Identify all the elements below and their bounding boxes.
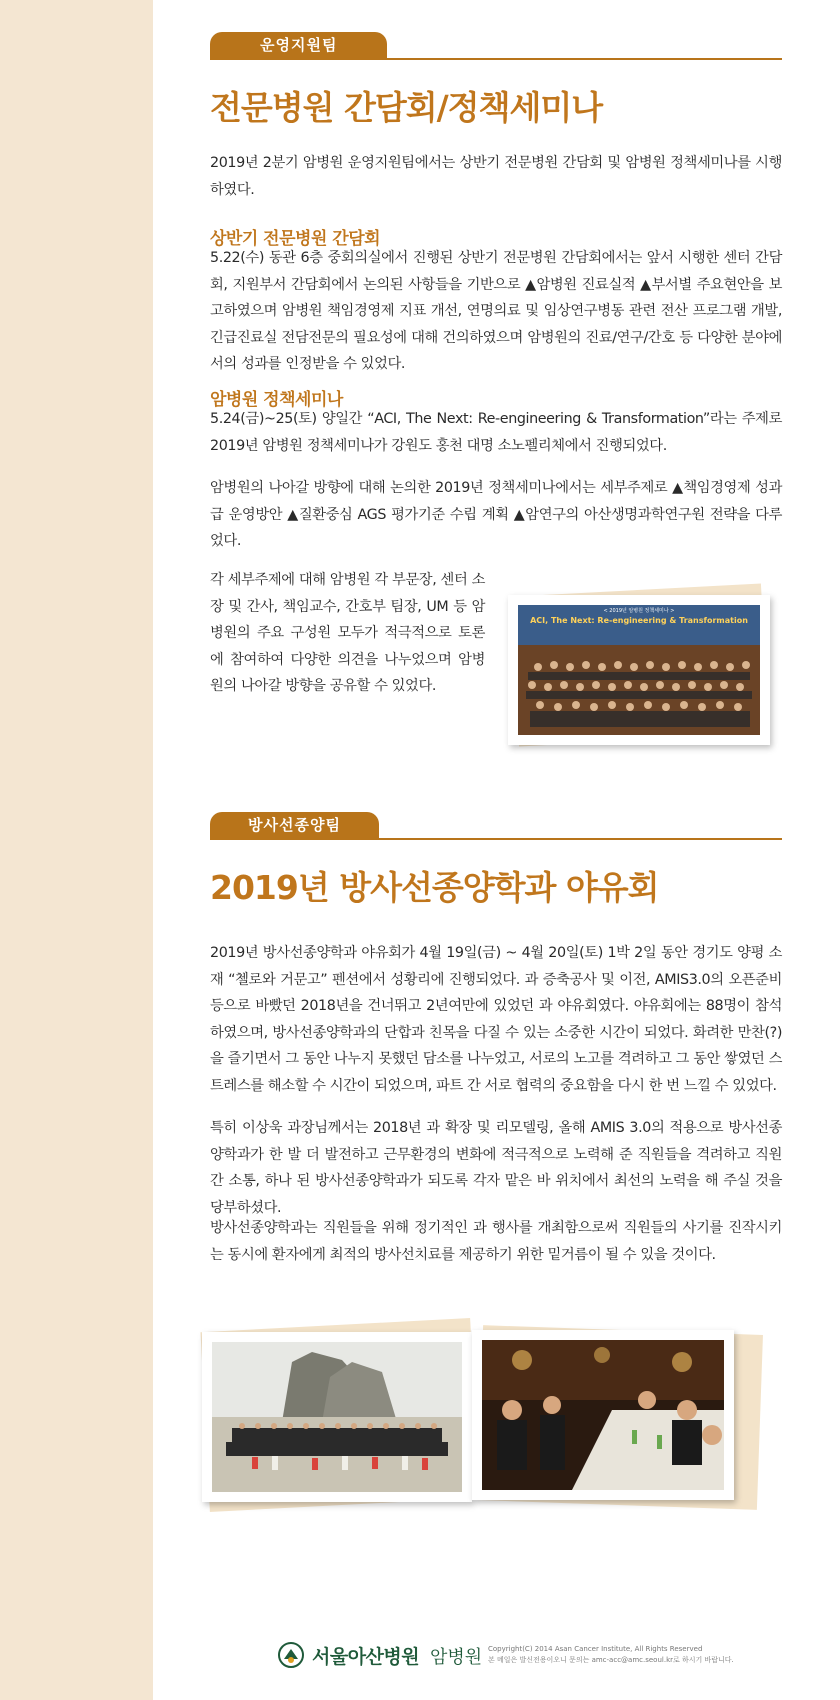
footer — [278, 1640, 758, 1670]
contact-line: 본 메일은 발신전용이오니 문의는 amc-acc@amc.seoul.kr로 하시기 바랍니다. — [488, 1656, 734, 1664]
picnic-group-image — [212, 1342, 462, 1492]
paragraph-picnic-summary: 2019년 방사선종양학과 야유회가 4월 19일(금) ~ 4월 20일(토) 1박 2일 동안 경기도 양평 소재 “첼로와 거문고” 펜션에서 성황리에 진행되었다. 과 증축공사 및 이전, AMIS3.0의 오픈준비 등으로 바빴던 2018년을 건너뛰고 2년여만에 있었던 과 야유회였다. 야유회에는 88명이 참석하였으며, 방사선종양학과의 단합과 친목을 다질 수 있는 소중한 시간이 되었다. 화려한 만찬(?)을 즐기면서 그 동안 나누지 못했던 담소를 나누었고, 서로의 노고를 격려하고 그 동안 쌓였던 스트레스를 해소할 수 시간이 되었으며, 파트 간 서로 협력의 중요함을 다시 한 번 느낄 수 있었다. — [210, 945, 782, 1094]
paragraph-hospital-meeting: 5.22(수) 동관 6층 중회의실에서 진행된 상반기 전문병원 간담회에서는 앞서 시행한 센터 간담회, 지원부서 간담회에서 논의된 사항들을 기반으로 ▲암병원 진료실적 ▲부서별 주요현안을 보고하였으며 암병원 책임경영제 지표 개선, 연명의료 및 임상연구병동 관련 전산 프로그램 개발, 긴급진료실 전담전문의 필요성에 대해 건의하였으며 암병원의 진료/연구/간호 등 다양한 분야에서의 성과를 인정받을 수 있었다. — [210, 250, 782, 372]
paragraph-seminar-discussion: 각 세부주제에 대해 암병원 각 부문장, 센터 소장 및 간사, 책임교수, 간호부 팀장, UM 등 암병원의 주요 구성원 모두가 적극적으로 토론에 참여하여 다양한 의견을 나누었으며 암병원의 나아갈 방향을 공유할 수 있었다. — [210, 572, 485, 694]
banner-small-text: < 2019년 암병원 정책세미나 > — [603, 608, 675, 614]
subheading-policy-seminar: 암병원 정책세미나 — [210, 390, 343, 410]
section-header-operations — [210, 32, 782, 60]
footer-brand: 서울아산병원 — [312, 1646, 420, 1668]
section-tab-label: 방사선종양팀 — [210, 812, 379, 839]
paragraph-policy-seminar: 5.24(금)~25(토) 양일간 “ACI, The Next: Re-engineering & Transformation”라는 주제로 2019년 암병원 정책세미나가 강원도 홍천 대명 소노펠리체에서 진행되었다. — [210, 411, 782, 454]
intro-paragraph: 2019년 2분기 암병원 운영지원팀에서는 상반기 전문병원 간담회 및 암병원 정책세미나를 시행하였다. — [210, 155, 782, 198]
section-divider — [210, 838, 782, 840]
picnic-dinner-photo — [472, 1330, 734, 1500]
paragraph-closing: 방사선종양학과는 직원들을 위해 정기적인 과 행사를 개최함으로써 직원들의 사기를 진작시키는 동시에 환자에게 최적의 방사선치료를 제공하기 위한 밑거름이 될 수 있을 것이다. — [210, 1220, 782, 1263]
section-tab-label: 운영지원팀 — [210, 32, 387, 59]
subheading-hospital-meeting: 상반기 전문병원 간담회 — [210, 229, 381, 249]
section-header-radiation — [210, 812, 782, 840]
picnic-group-illustration — [212, 1342, 462, 1492]
hospital-logo-icon — [278, 1642, 304, 1668]
left-sidebar-band — [0, 0, 153, 1700]
article-title-picnic: 2019년 방사선종양학과 야유회 — [210, 868, 659, 907]
article-title-seminar: 전문병원 간담회/정책세미나 — [210, 88, 603, 127]
picnic-group-photo — [202, 1332, 472, 1502]
paragraph-seminar-topics: 암병원의 나아갈 방향에 대해 논의한 2019년 정책세미나에서는 세부주제로 ▲책임경영제 성과급 운영방안 ▲질환중심 AGS 평가기준 수립 계획 ▲암연구의 아산생명과학연구원 전략을 다루었다. — [210, 480, 782, 549]
picnic-dinner-illustration — [482, 1340, 724, 1490]
seminar-group-photo — [508, 595, 770, 745]
copyright-line: Copyright(C) 2014 Asan Cancer Institute, All Rights Reserved — [488, 1645, 703, 1653]
section-divider — [210, 58, 782, 60]
seminar-photo-image — [518, 605, 760, 735]
footer-brand-sub: 암병원 — [430, 1647, 483, 1668]
picnic-dinner-image — [482, 1340, 724, 1490]
banner-title-text: ACI, The Next: Re-engineering & Transformation — [530, 616, 748, 625]
paragraph-director-remarks: 특히 이상욱 과장님께서는 2018년 과 확장 및 리모델링, 올해 AMIS 3.0의 적용으로 방사선종양학과가 한 발 더 발전하고 근무환경의 변화에 적극적으로 노력해 준 직원들을 격려하고 직원간 소통, 하나 된 방사선종양학과가 되도록 각자 맡은 바 위치에서 최선의 노력을 해 주실 것을 당부하셨다. — [210, 1120, 782, 1216]
footer-copyright — [488, 1644, 734, 1666]
